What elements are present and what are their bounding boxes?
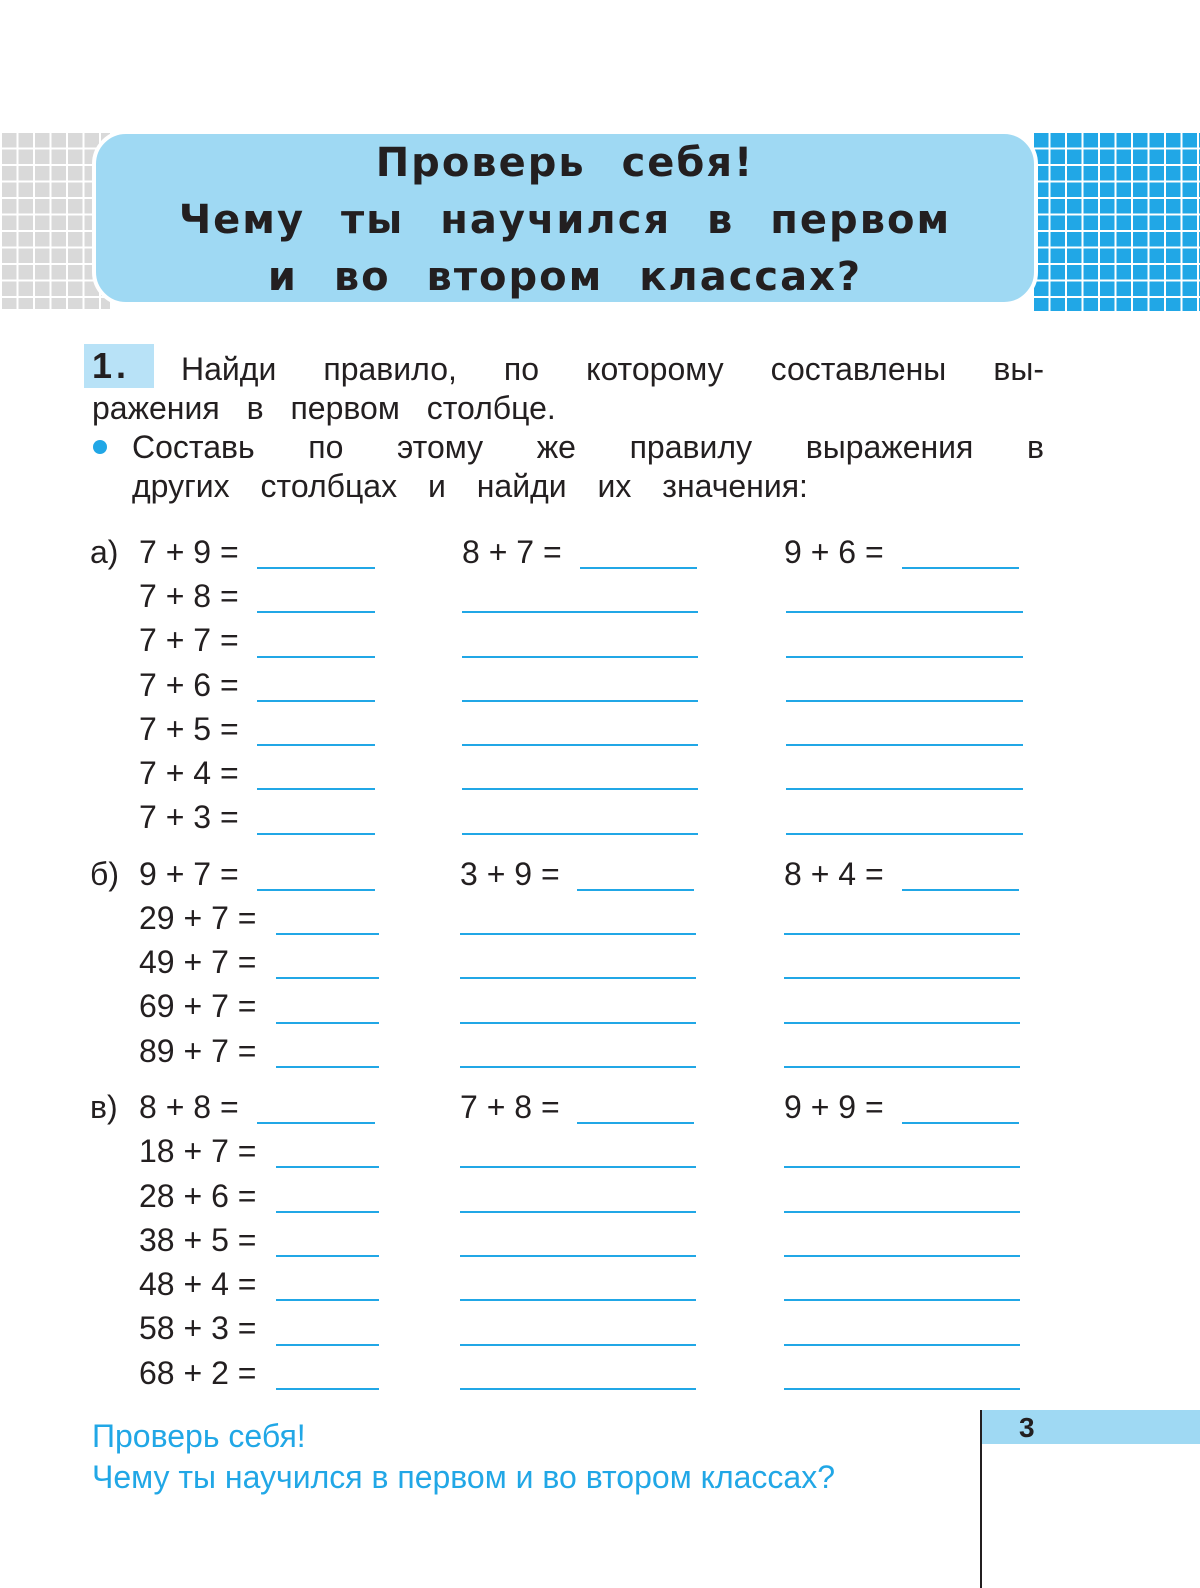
expression-line[interactable]	[784, 1211, 1020, 1213]
expression-line[interactable]	[784, 1299, 1020, 1301]
task-text-line-1: Найди правило, по которому составлены вы-	[181, 351, 1044, 387]
answer-line[interactable]	[257, 833, 375, 835]
expression: 69 + 7 =	[139, 988, 257, 1024]
section-label-b: б)	[90, 856, 119, 892]
expression-line[interactable]	[462, 611, 698, 613]
page-title-line-1: Проверь себя!	[375, 140, 755, 186]
expression-line[interactable]	[784, 1388, 1020, 1390]
expression-line[interactable]	[784, 977, 1020, 979]
bullet-icon	[93, 440, 107, 454]
expression-line[interactable]	[784, 933, 1020, 935]
expression-line[interactable]	[460, 977, 696, 979]
expression-line[interactable]	[460, 1388, 696, 1390]
expression-line[interactable]	[462, 788, 698, 790]
expression: 7 + 4 =	[139, 755, 239, 791]
expression: 28 + 6 =	[139, 1178, 257, 1214]
page-number: 3	[1019, 1412, 1035, 1443]
section-label-a: а)	[90, 534, 119, 570]
page-number-tab	[982, 1410, 1200, 1444]
answer-line[interactable]	[257, 788, 375, 790]
expression: 48 + 4 =	[139, 1266, 257, 1302]
expression: 68 + 2 =	[139, 1355, 257, 1391]
answer-line[interactable]	[257, 611, 375, 613]
answer-line[interactable]	[276, 1255, 379, 1257]
expression: 3 + 9 =	[460, 856, 560, 892]
expression-line[interactable]	[786, 788, 1023, 790]
expression: 49 + 7 =	[139, 944, 257, 980]
section-label-c: в)	[90, 1089, 118, 1125]
answer-line[interactable]	[257, 744, 375, 746]
expression-line[interactable]	[462, 700, 698, 702]
expression-line[interactable]	[786, 833, 1023, 835]
expression-line[interactable]	[462, 656, 698, 658]
expression-line[interactable]	[460, 1066, 696, 1068]
expression: 7 + 9 =	[139, 534, 239, 570]
expression-line[interactable]	[460, 1166, 696, 1168]
expression: 8 + 4 =	[784, 856, 884, 892]
expression-line[interactable]	[460, 1211, 696, 1213]
expression-line[interactable]	[784, 1022, 1020, 1024]
answer-line[interactable]	[276, 977, 379, 979]
answer-line[interactable]	[902, 1122, 1019, 1124]
page-title-line-3: и во втором классах?	[267, 254, 863, 300]
expression: 7 + 8 =	[139, 578, 239, 614]
answer-line[interactable]	[577, 889, 694, 891]
page-title-line-2: Чему ты научился в первом	[178, 197, 952, 243]
expression-line[interactable]	[460, 1255, 696, 1257]
expression-line[interactable]	[784, 1344, 1020, 1346]
expression-line[interactable]	[784, 1166, 1020, 1168]
expression: 8 + 8 =	[139, 1089, 239, 1125]
answer-line[interactable]	[257, 567, 375, 569]
expression: 58 + 3 =	[139, 1310, 257, 1346]
expression: 7 + 7 =	[139, 622, 239, 658]
expression-line[interactable]	[460, 1344, 696, 1346]
answer-line[interactable]	[580, 567, 697, 569]
answer-line[interactable]	[257, 700, 375, 702]
expression: 7 + 3 =	[139, 799, 239, 835]
expression-line[interactable]	[460, 1299, 696, 1301]
answer-line[interactable]	[276, 1022, 379, 1024]
expression-line[interactable]	[460, 1022, 696, 1024]
expression-line[interactable]	[786, 744, 1023, 746]
expression-line[interactable]	[784, 1066, 1020, 1068]
answer-line[interactable]	[276, 933, 379, 935]
expression: 7 + 6 =	[139, 667, 239, 703]
expression-line[interactable]	[786, 611, 1023, 613]
answer-line[interactable]	[902, 567, 1019, 569]
answer-line[interactable]	[902, 889, 1019, 891]
answer-line[interactable]	[276, 1299, 379, 1301]
expression: 18 + 7 =	[139, 1133, 257, 1169]
header-grid-decoration-right	[1032, 131, 1200, 311]
footer-title-line-1: Проверь себя!	[92, 1418, 306, 1454]
task-number: 1.	[92, 345, 131, 386]
answer-line[interactable]	[257, 889, 375, 891]
answer-line[interactable]	[276, 1166, 379, 1168]
expression-line[interactable]	[786, 700, 1023, 702]
expression: 89 + 7 =	[139, 1033, 257, 1069]
expression-line[interactable]	[462, 833, 698, 835]
expression: 29 + 7 =	[139, 900, 257, 936]
expression: 9 + 7 =	[139, 856, 239, 892]
task-text-line-2: ражения в первом столбце.	[92, 390, 556, 426]
answer-line[interactable]	[276, 1211, 379, 1213]
expression: 9 + 9 =	[784, 1089, 884, 1125]
answer-line[interactable]	[257, 1122, 375, 1124]
expression-line[interactable]	[460, 933, 696, 935]
answer-line[interactable]	[276, 1344, 379, 1346]
expression: 7 + 5 =	[139, 711, 239, 747]
answer-line[interactable]	[257, 656, 375, 658]
expression-line[interactable]	[786, 656, 1023, 658]
task-text-line-3: Составь по этому же правилу выражения в	[132, 429, 1044, 465]
expression: 38 + 5 =	[139, 1222, 257, 1258]
expression-line[interactable]	[462, 744, 698, 746]
footer-title-line-2: Чему ты научился в первом и во втором классах?	[92, 1459, 835, 1495]
page-divider	[980, 1410, 982, 1588]
task-text-line-4: других столбцах и найди их значения:	[132, 468, 808, 504]
answer-line[interactable]	[276, 1388, 379, 1390]
expression-line[interactable]	[784, 1255, 1020, 1257]
expression: 9 + 6 =	[784, 534, 884, 570]
answer-line[interactable]	[577, 1122, 694, 1124]
expression: 8 + 7 =	[462, 534, 562, 570]
answer-line[interactable]	[276, 1066, 379, 1068]
expression: 7 + 8 =	[460, 1089, 560, 1125]
